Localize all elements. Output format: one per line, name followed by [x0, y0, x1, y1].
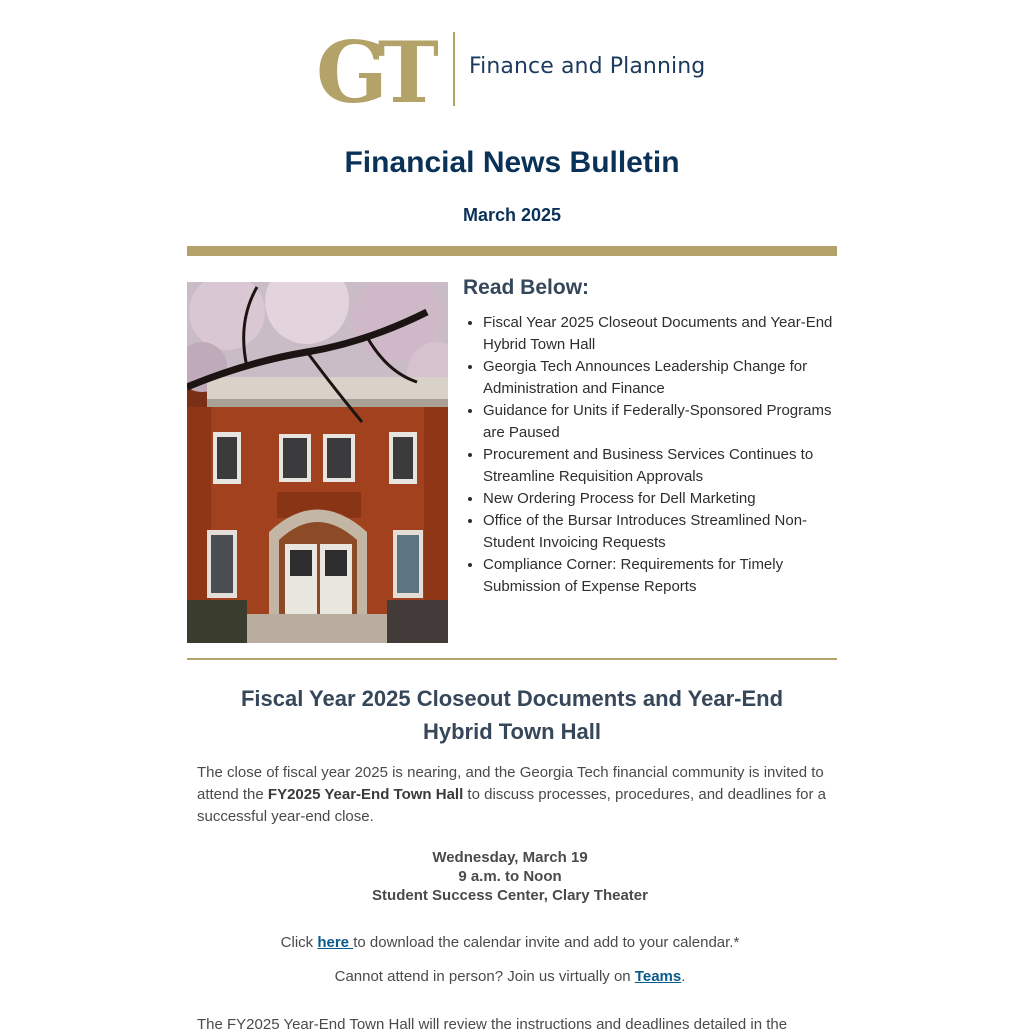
logo-divider: [453, 32, 455, 106]
list-item[interactable]: • Procurement and Business Services Continues to Streamline Requisition Approvals: [483, 444, 843, 488]
event-date: Wednesday, March 19: [432, 849, 588, 866]
list-item[interactable]: • Georgia Tech Announces Leadership Change for Administration and Finance: [483, 356, 843, 400]
list-item[interactable]: • Fiscal Year 2025 Closeout Documents and Year-End Hybrid Town Hall: [483, 312, 843, 356]
article-intro: [197, 762, 833, 828]
intro-text: The close of fiscal year 2025 is nearing, and the Georgia Tech financial community is invited to attend the: [197, 764, 824, 803]
event-location: Student Success Center, Clary Theater: [372, 887, 648, 904]
list-item[interactable]: • New Ordering Process for Dell Marketing: [483, 488, 843, 510]
section-divider: [187, 658, 837, 660]
gt-logo-icon: [316, 30, 438, 110]
calendar-invite-link[interactable]: here: [317, 934, 354, 951]
finance-planning-logo[interactable]: [316, 30, 706, 110]
read-below-list: [463, 312, 843, 598]
teams-line: [0, 966, 1020, 988]
teams-suffix: .: [681, 968, 686, 985]
issue-date: March 2025: [462, 205, 562, 225]
teams-prefix: Cannot attend in person? Join us virtually on: [334, 968, 635, 985]
article-body-cutoff: The FY2025 Year-End Town Hall will review the instructions and deadlines detailed in the: [197, 1016, 788, 1033]
intro-bold-text: FY2025 Year-End Town Hall: [267, 786, 464, 803]
logo-text: Finance and Planning: [469, 54, 706, 79]
calendar-suffix: to download the calendar invite and add to your calendar.*: [353, 934, 740, 951]
campus-building-photo: [187, 282, 448, 643]
article-title: Fiscal Year 2025 Closeout Documents and Year-End Hybrid Town Hall: [240, 686, 784, 744]
teams-link[interactable]: Teams: [634, 968, 682, 985]
read-below-heading: Read Below:: [463, 276, 590, 299]
calendar-line: [0, 932, 1020, 954]
calendar-prefix: Click: [280, 934, 318, 951]
header-divider: [187, 246, 837, 256]
list-item[interactable]: • Guidance for Units if Federally-Sponsored Programs are Paused: [483, 400, 843, 444]
intro-text-end: to discuss processes, procedures, and deadlines for a successful year-end close.: [197, 786, 826, 825]
event-time: 9 a.m. to Noon: [458, 868, 562, 885]
page-title: Financial News Bulletin: [344, 146, 680, 179]
event-details: [0, 848, 1020, 905]
list-item[interactable]: • Office of the Bursar Introduces Streamlined Non-Student Invoicing Requests: [483, 510, 843, 554]
list-item[interactable]: • Compliance Corner: Requirements for Timely Submission of Expense Reports: [483, 554, 843, 598]
svg-text:GT: GT: [316, 30, 431, 110]
